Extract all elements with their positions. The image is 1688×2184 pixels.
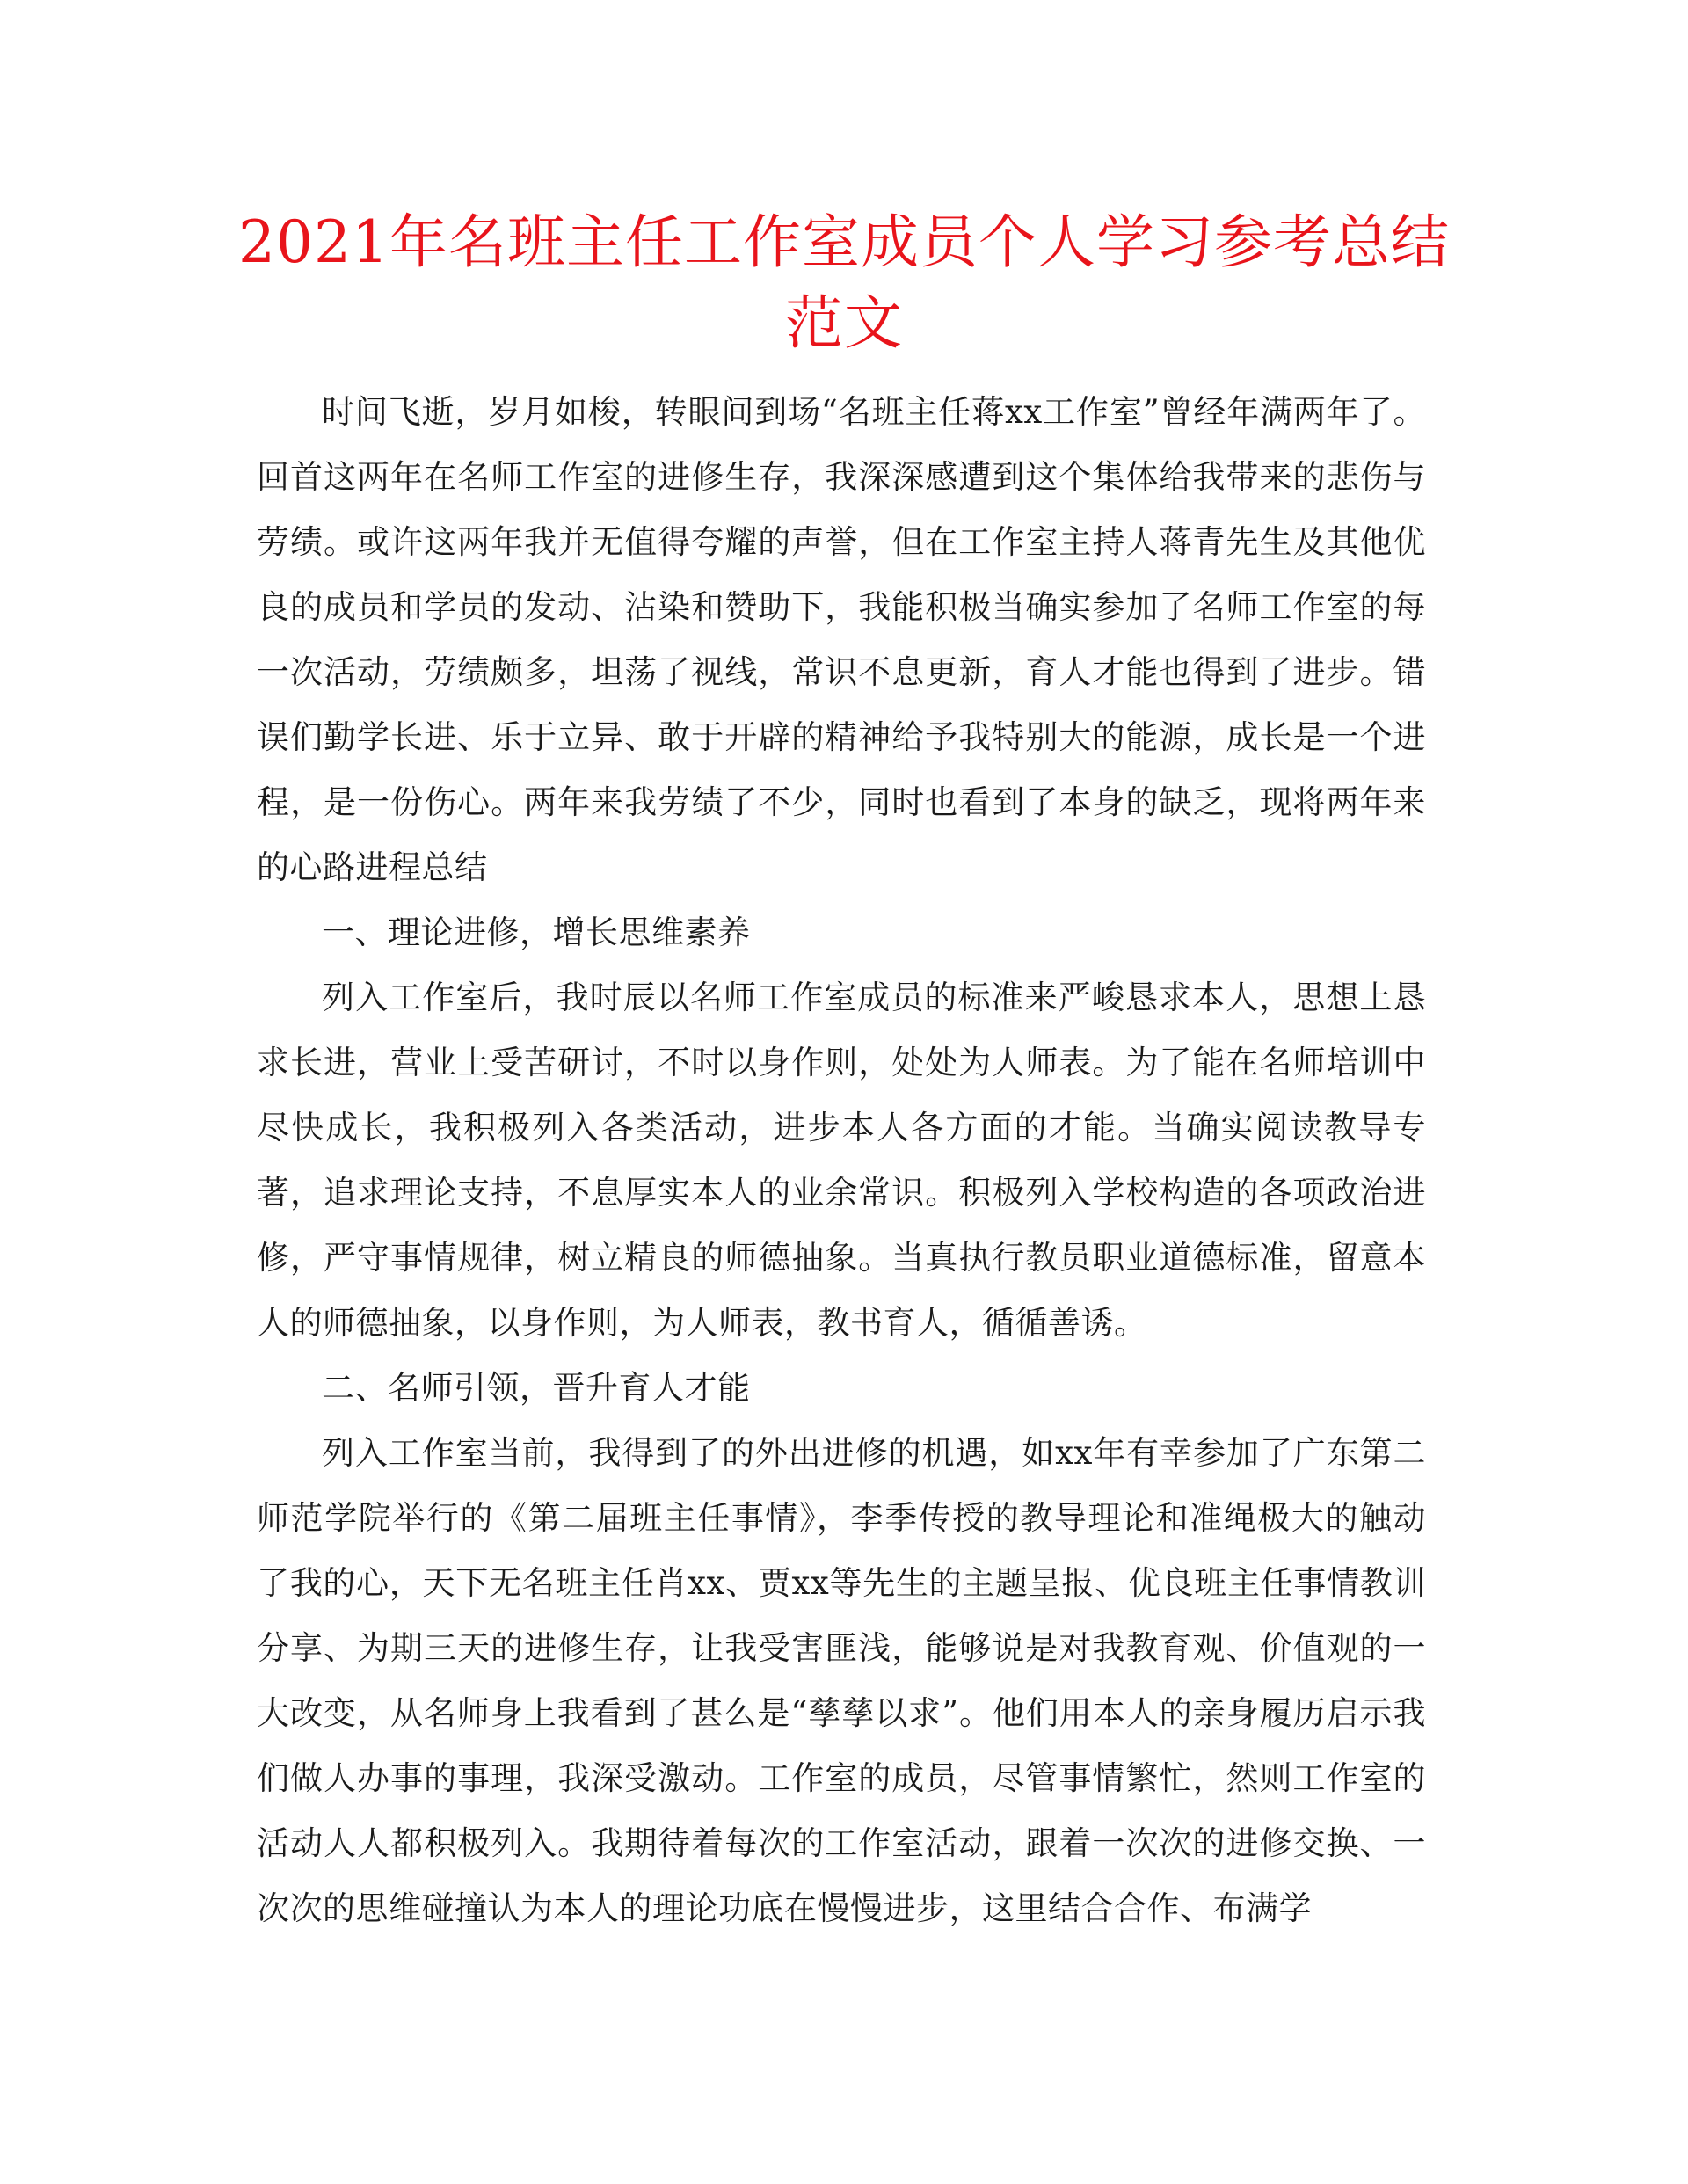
document-title: 2021年名班主任工作室成员个人学习参考总结范文 bbox=[238, 208, 1450, 357]
intro-paragraph: 时间飞逝，岁月如梭，转眼间到场“名班主任蒋xx工作室”曾经年满两年了。回首这两年在名师工作室的进修生存，我深深感遭到这个集体给我带来的悲伤与劳绩。或许这两年我并无值得夸耀的声誉，但在工作室主持人蒋青先生及其他优良的成员和学员的发动、沾染和赞助下，我能积极当确实参加了名师工作室的每一次活动，劳绩颇多，坦荡了视线，常识不息更新，育人才能也得到了进步。错误们勤学长进、乐于立异、敢于开辟的精神给予我特别大的能源，成长是一个进程，是一份伤心。两年来我劳绩了不少，同时也看到了本身的缺乏，现将两年来的心路进程总结 bbox=[257, 393, 1426, 886]
document-body bbox=[257, 380, 1426, 1941]
section-2-paragraph: 列入工作室当前，我得到了的外出进修的机遇，如xx年有幸参加了广东第二师范学院举行的《第二届班主任事情》，李季传授的教导理论和准绳极大的触动了我的心，天下无名班主任肖xx、贾xx等先生的主题呈报、优良班主任事情教训分享、为期三天的进修生存，让我受害匪浅，能够说是对我教育观、价值观的一大改变，从名师身上我看到了甚么是“孳孳以求”。他们用本人的亲身履历启示我们做人办事的事理，我深受激动。工作室的成员，尽管事情繁忙，然则工作室的活动人人都积极列入。我期待着每次的工作室活动，跟着一次次的进修交换、一次次的思维碰撞认为本人的理论功底在慢慢进步，这里结合合作、布满学 bbox=[257, 1434, 1426, 1927]
section-heading-1: 一、理论进修，增长思维素养 bbox=[322, 914, 751, 951]
section-heading-2: 二、名师引领，晋升育人才能 bbox=[322, 1369, 751, 1407]
section-1-paragraph: 列入工作室后，我时辰以名师工作室成员的标准来严峻恳求本人，思想上恳求长进，营业上受苦研讨，不时以身作则，处处为人师表。为了能在名师培训中尽快成长，我积极列入各类活动，进步本人各方面的才能。当确实阅读教导专著，追求理论支持，不息厚实本人的业余常识。积极列入学校构造的各项政治进修，严守事情规律，树立精良的师德抽象。当真执行教员职业道德标准，留意本人的师德抽象，以身作则，为人师表，教书育人，循循善诱。 bbox=[257, 979, 1426, 1342]
